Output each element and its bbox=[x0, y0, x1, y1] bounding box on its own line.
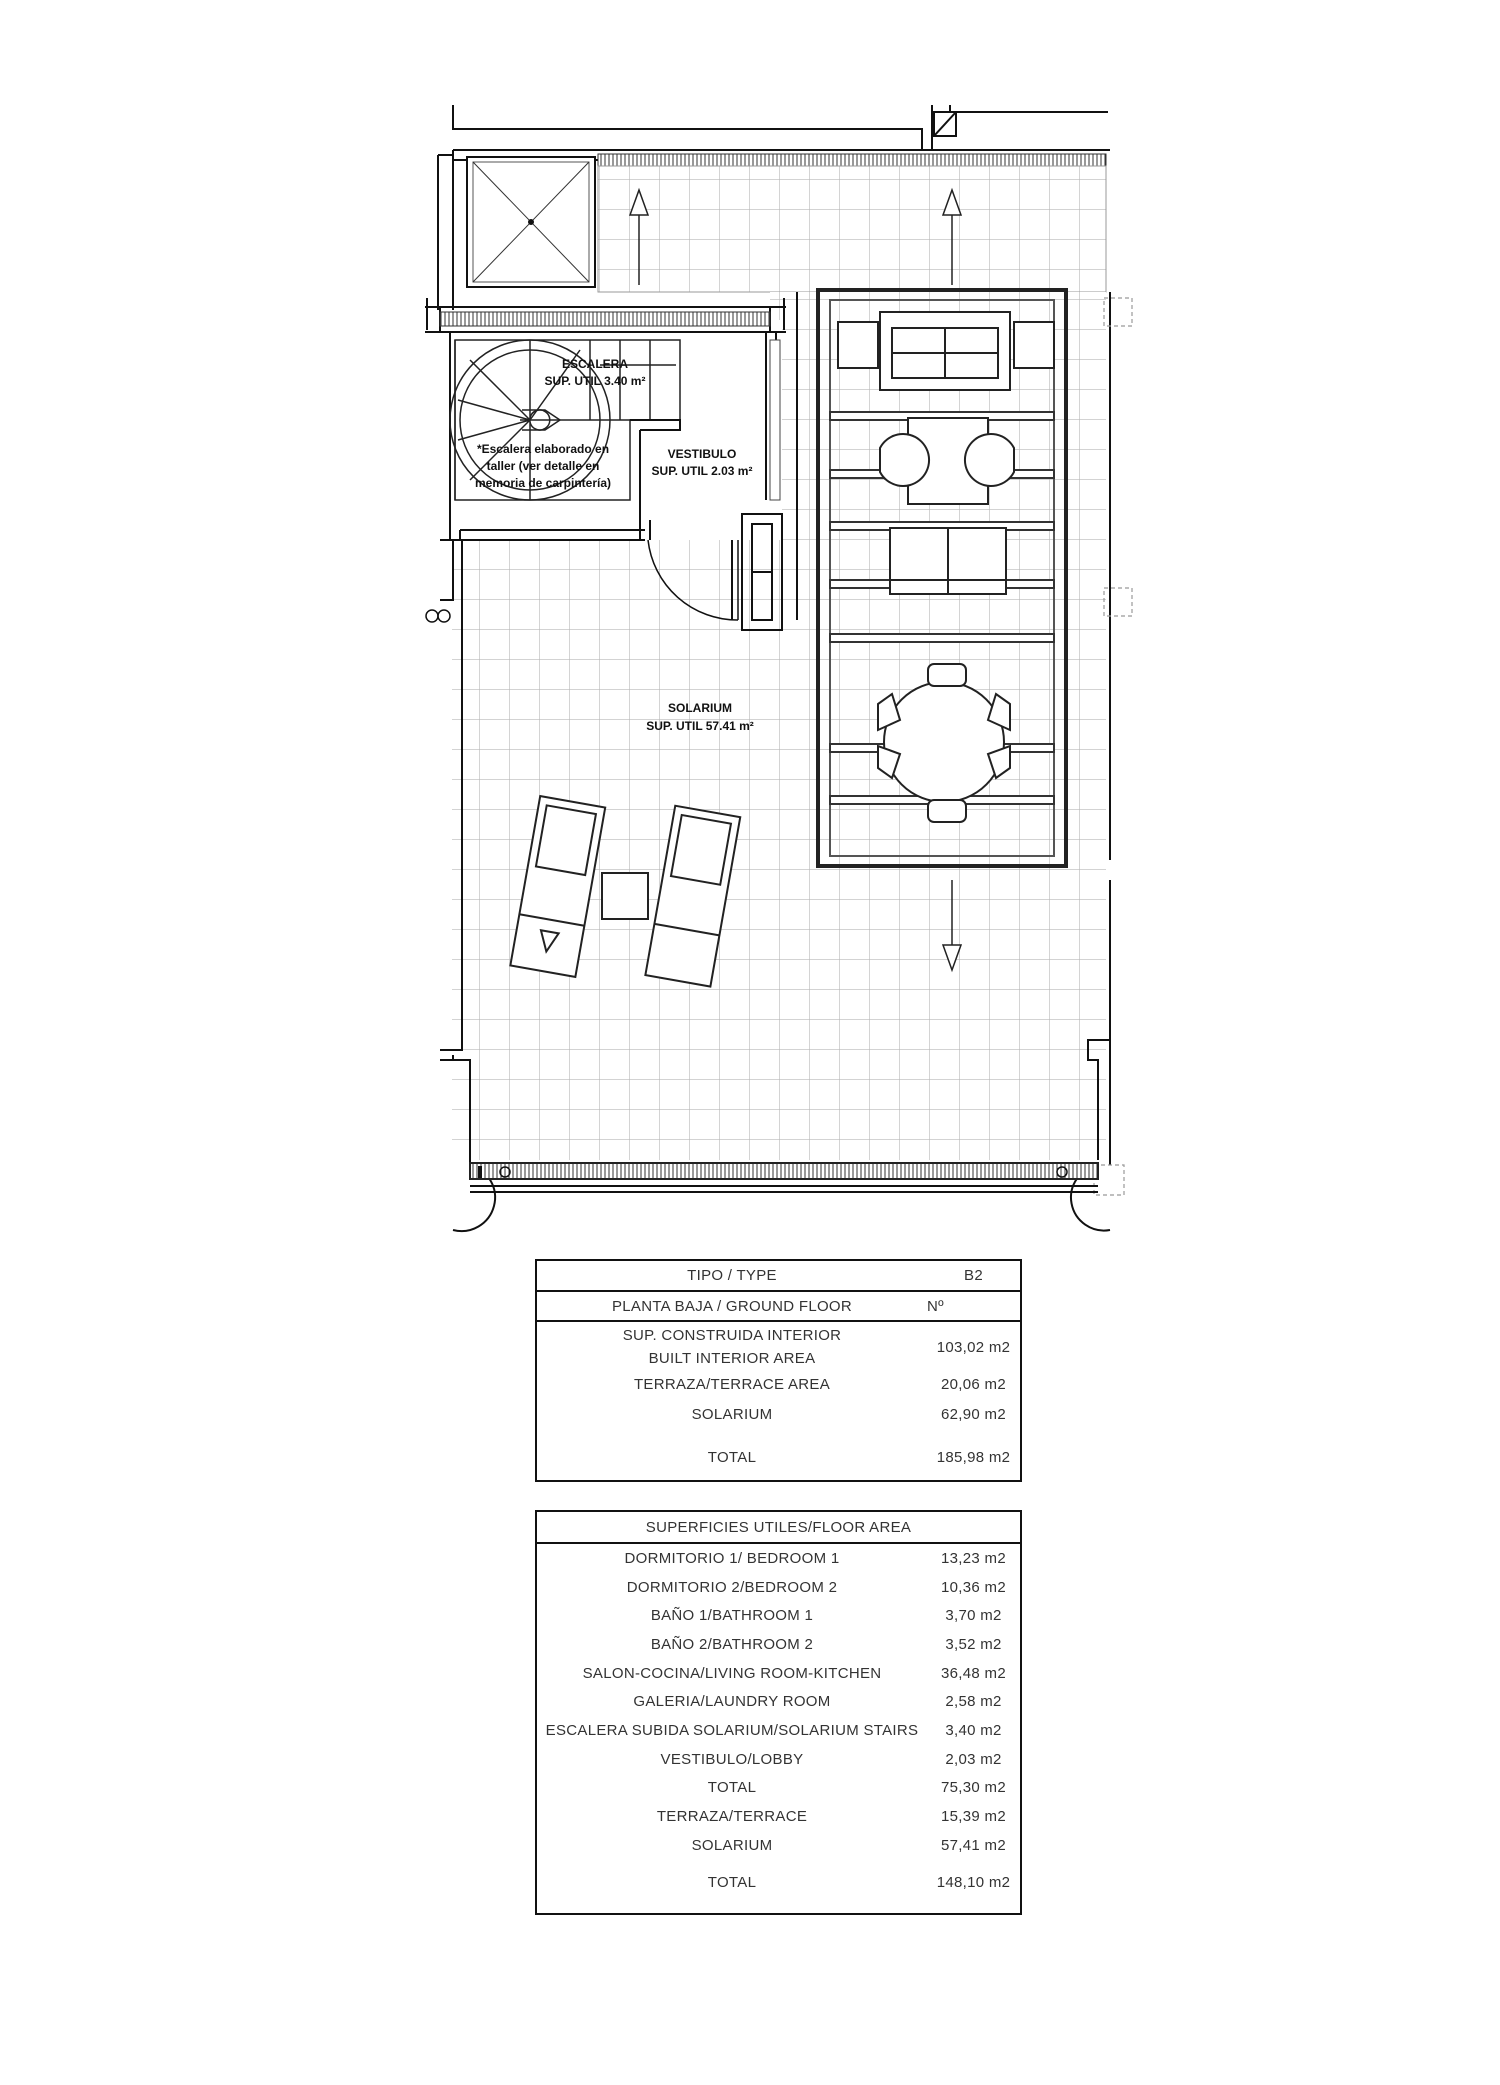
floor-label: PLANTA BAJA / GROUND FLOOR bbox=[611, 1297, 853, 1315]
area-row-label: TERRAZA/TERRACE bbox=[656, 1808, 808, 1826]
type-row bbox=[537, 1322, 1020, 1372]
type-row bbox=[537, 1396, 1020, 1432]
area-row-value: 57,41 m2 bbox=[941, 1837, 1006, 1855]
area-row-label: VESTIBULO/LOBBY bbox=[660, 1750, 804, 1768]
type-header-row bbox=[537, 1261, 1020, 1292]
area-row-value: 3,40 m2 bbox=[945, 1721, 1002, 1739]
type-total-value: 185,98 m2 bbox=[936, 1449, 1011, 1466]
area-row-value: 10,36 m2 bbox=[941, 1578, 1006, 1596]
built-area-label-line-2: BUILT INTERIOR AREA bbox=[648, 1350, 816, 1367]
table-row bbox=[537, 1573, 1020, 1602]
table-row bbox=[537, 1630, 1020, 1659]
number-label: Nº bbox=[927, 1297, 944, 1315]
area-total-label: TOTAL bbox=[707, 1873, 757, 1891]
type-total-row bbox=[537, 1432, 1020, 1472]
solarium-name: SOLARIUM bbox=[668, 701, 732, 715]
table-row bbox=[537, 1716, 1020, 1745]
area-row-value: 3,52 m2 bbox=[945, 1635, 1002, 1653]
area-row-value: 3,70 m2 bbox=[945, 1607, 1002, 1625]
type-value: B2 bbox=[964, 1267, 983, 1284]
table-row bbox=[537, 1687, 1020, 1716]
floor-row bbox=[537, 1292, 1020, 1322]
terrace-area-value: 20,06 m2 bbox=[941, 1375, 1006, 1393]
area-row-label: BAÑO 1/BATHROOM 1 bbox=[650, 1607, 814, 1625]
escalera-name: ESCALERA bbox=[561, 357, 629, 371]
type-row bbox=[537, 1372, 1020, 1396]
escalera-area: SUP. UTIL 3.40 m² bbox=[544, 374, 646, 388]
top-terrace-floor bbox=[598, 166, 1106, 292]
area-row-value: 15,39 m2 bbox=[941, 1808, 1006, 1826]
vestibulo-area: SUP. UTIL 2.03 m² bbox=[651, 464, 753, 478]
area-row-label: ESCALERA SUBIDA SOLARIUM/SOLARIUM STAIRS bbox=[545, 1721, 919, 1739]
solarium-area: SUP. UTIL 57.41 m² bbox=[646, 719, 754, 733]
area-header-row bbox=[537, 1512, 1020, 1544]
type-row-label bbox=[537, 1324, 927, 1370]
area-rows bbox=[537, 1544, 1020, 1861]
table-row bbox=[537, 1601, 1020, 1630]
type-total-label: TOTAL bbox=[707, 1449, 757, 1466]
floor-area-table bbox=[535, 1510, 1022, 1915]
area-row-label: DORMITORIO 2/BEDROOM 2 bbox=[626, 1578, 838, 1596]
table-row bbox=[537, 1831, 1020, 1861]
stair-note-line-2: taller (ver detalle en bbox=[486, 459, 600, 473]
area-header: SUPERFICIES UTILES/FLOOR AREA bbox=[645, 1518, 912, 1536]
stair-note-line-1: *Escalera elaborado en bbox=[476, 442, 610, 456]
table-row bbox=[537, 1802, 1020, 1831]
skylight bbox=[467, 157, 595, 287]
area-row-label: TOTAL bbox=[707, 1779, 757, 1797]
area-total-value: 148,10 m2 bbox=[936, 1873, 1011, 1891]
area-row-label: SOLARIUM bbox=[691, 1837, 773, 1855]
terrace-area-label: TERRAZA/TERRACE AREA bbox=[633, 1375, 831, 1393]
type-table bbox=[535, 1259, 1022, 1482]
area-row-value: 36,48 m2 bbox=[941, 1664, 1006, 1682]
area-row-label: GALERIA/LAUNDRY ROOM bbox=[633, 1693, 831, 1711]
solarium-area-label: SOLARIUM bbox=[691, 1405, 773, 1423]
bottom-parapet bbox=[470, 1163, 1098, 1192]
area-row-label: DORMITORIO 1/ BEDROOM 1 bbox=[624, 1549, 840, 1567]
area-row-label: SALON-COCINA/LIVING ROOM-KITCHEN bbox=[582, 1664, 882, 1682]
type-header: TIPO / TYPE bbox=[687, 1267, 777, 1284]
area-row-value: 2,58 m2 bbox=[945, 1693, 1002, 1711]
vestibulo-name: VESTIBULO bbox=[667, 447, 737, 461]
area-row-value: 13,23 m2 bbox=[941, 1549, 1006, 1567]
stair-note-line-3: memoria de carpintería) bbox=[474, 476, 612, 490]
built-area-label-line-1: SUP. CONSTRUIDA INTERIOR bbox=[622, 1327, 842, 1344]
table-row bbox=[537, 1544, 1020, 1573]
table-row bbox=[537, 1774, 1020, 1803]
solarium-area-value: 62,90 m2 bbox=[941, 1405, 1006, 1423]
table-row bbox=[537, 1745, 1020, 1774]
area-row-value: 75,30 m2 bbox=[941, 1779, 1006, 1797]
table-row bbox=[537, 1659, 1020, 1688]
area-row-value: 2,03 m2 bbox=[945, 1750, 1002, 1768]
area-row-label: BAÑO 2/BATHROOM 2 bbox=[650, 1635, 814, 1653]
built-area-value: 103,02 m2 bbox=[936, 1338, 1011, 1356]
area-total-row bbox=[537, 1861, 1020, 1897]
